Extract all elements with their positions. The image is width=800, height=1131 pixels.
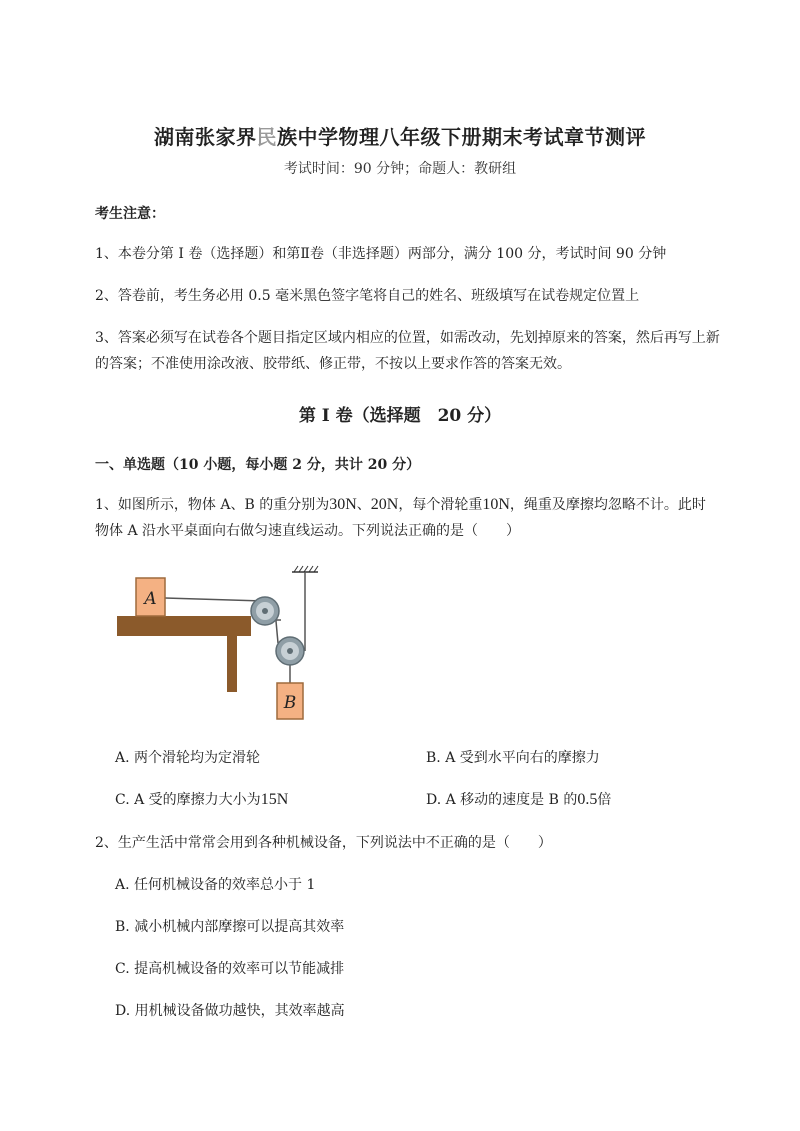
q1-text-d: ，绳重及摩擦均忽略不计。此时 — [509, 497, 706, 513]
movable-pulley — [276, 637, 304, 665]
section-title: 第 I 卷（选择题 20 分） — [298, 406, 502, 426]
q1-weight-b: 20N — [370, 496, 399, 513]
q1-weight-a: 30N — [329, 496, 357, 513]
exam-subtitle: 考试时间：90 分钟；命题人：教研组 — [283, 161, 517, 177]
q1-text-c: ，每个滑轮重 — [398, 497, 483, 513]
q1-pulley-weight: 10N — [482, 496, 510, 513]
ceiling-mount — [292, 566, 318, 572]
pulley-figure — [115, 565, 335, 725]
q1-option-c-value: 15N — [260, 791, 289, 808]
notice-heading: 考生注意： — [95, 206, 165, 222]
q1-option-d-tail: 倍 — [597, 792, 612, 808]
question-1-stem — [95, 492, 755, 544]
notice-item-1: 1、本卷分第 I 卷（选择题）和第Ⅱ卷（非选择题）两部分，满分 100 分，考试时间 90 分钟 — [95, 246, 667, 262]
q2-option-c[interactable]: C. 提高机械设备的效率可以节能减排 — [115, 961, 345, 977]
title-highlight: 民 — [256, 125, 277, 149]
q1-option-d-value: 0.5 — [577, 791, 598, 808]
table-top — [117, 616, 251, 636]
title-part-2: 族中学物理八年级下册期末考试章节测评 — [277, 125, 646, 149]
box-b-label: B — [283, 693, 297, 713]
q1-option-c[interactable] — [115, 790, 288, 810]
rope-a — [165, 598, 265, 601]
q2-option-b[interactable]: B. 减小机械内部摩擦可以提高其效率 — [115, 919, 345, 935]
q1-option-d-text: D. A 移动的速度是 B 的 — [426, 792, 578, 808]
question-1-line-2: 物体 A 沿水平桌面向右做匀速直线运动。下列说法正确的是（ ） — [95, 523, 521, 539]
notice-item-3 — [95, 325, 755, 377]
title-part-1: 湖南张家界 — [154, 125, 257, 149]
question-2-stem: 2、生产生活中常常会用到各种机械设备，下列说法中不正确的是（ ） — [95, 835, 552, 851]
q2-option-d[interactable]: D. 用机械设备做功越快，其效率越高 — [115, 1003, 345, 1019]
page-title — [0, 121, 800, 150]
q1-option-c-text: C. A 受的摩擦力大小为 — [115, 792, 261, 808]
box-a-label: A — [144, 589, 157, 609]
question-1-line-1 — [95, 492, 755, 518]
fixed-pulley — [251, 597, 279, 625]
notice-item-3-line-1: 3、答案必须写在试卷各个题目指定区域内相应的位置，如需改动，先划掉原来的答案，然后再写上新 — [95, 330, 720, 346]
table-leg — [227, 636, 237, 692]
q1-text-a: 1、如图所示，物体 A、B 的重分别为 — [95, 497, 330, 513]
notice-item-2: 2、答卷前，考生务必用 0.5 毫米黑色签字笔将自己的姓名、班级填写在试卷规定位置上 — [95, 288, 640, 304]
q1-option-b[interactable]: B. A 受到水平向右的摩擦力 — [426, 750, 600, 766]
q2-option-a[interactable]: A. 任何机械设备的效率总小于 1 — [115, 877, 316, 893]
q1-option-d[interactable] — [426, 790, 611, 810]
part-heading: 一、单选题（10 小题，每小题 2 分，共计 20 分） — [95, 457, 421, 473]
q1-text-b: 、 — [356, 497, 371, 513]
notice-item-3-line-2: 的答案；不准使用涂改液、胶带纸、修正带，不按以上要求作答的答案无效。 — [95, 356, 571, 372]
q1-option-a[interactable]: A. 两个滑轮均为定滑轮 — [115, 750, 261, 766]
